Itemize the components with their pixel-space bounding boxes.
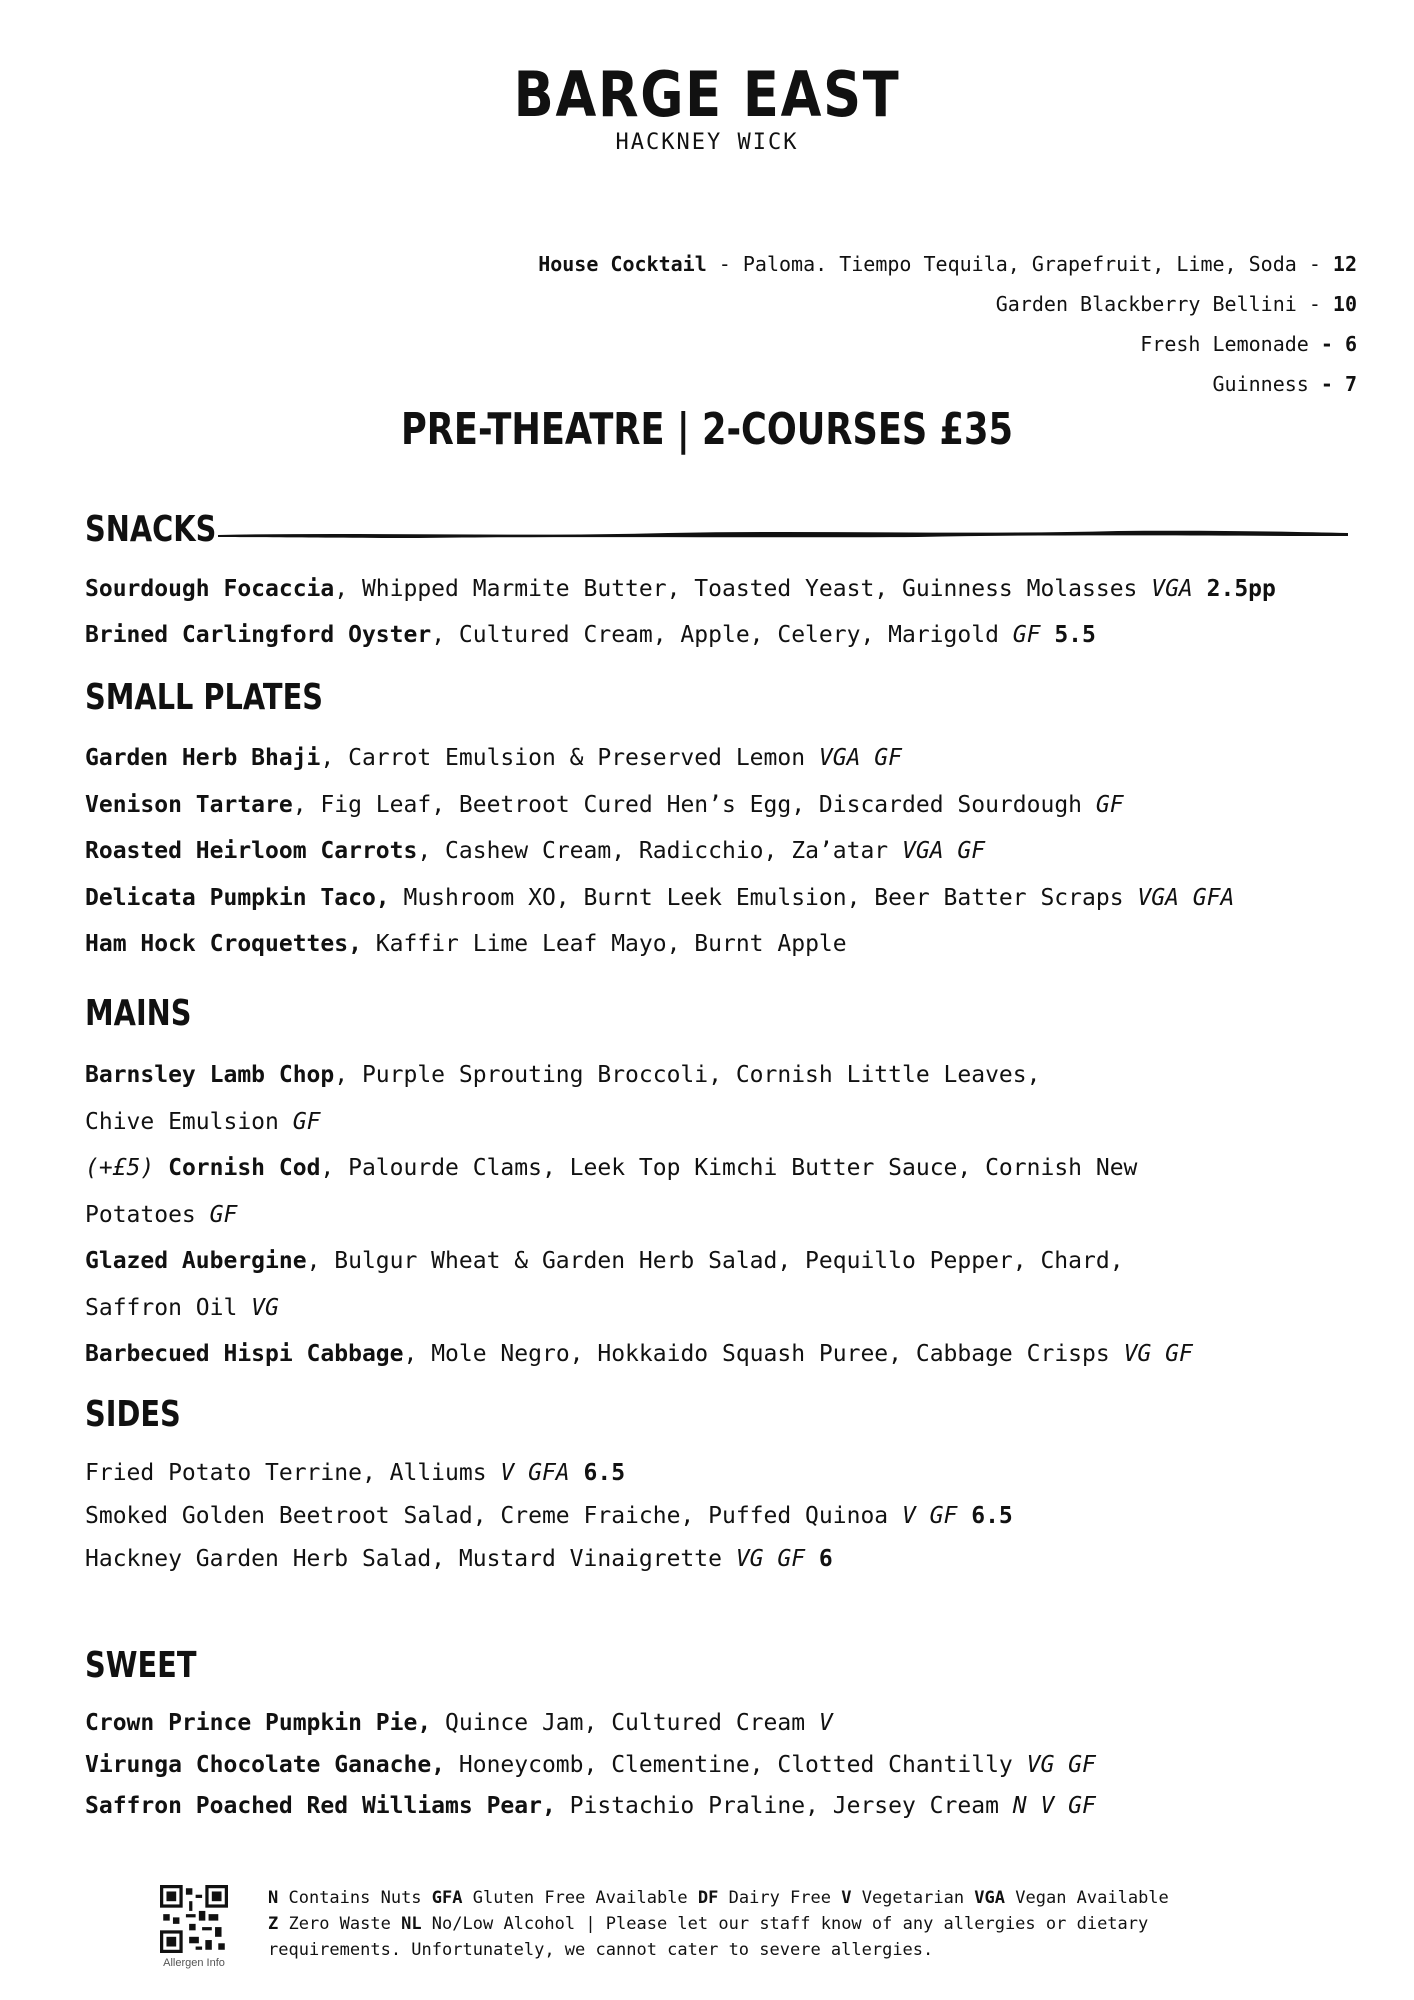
drink-item [538, 324, 1357, 364]
snacks-items [85, 566, 1276, 658]
legend-line [268, 1911, 1169, 1937]
list-item [85, 735, 1234, 782]
dish-desc: Kaffir Lime Leaf Mayo, Burnt Apple [361, 931, 847, 957]
dish-name: Brined Carlingford Oyster [85, 622, 432, 648]
section-sweet [85, 1645, 224, 1686]
legend-text: Dairy Free [718, 1888, 842, 1908]
drink-desc: Garden Blackberry Bellini - [995, 292, 1333, 316]
allergen-legend [268, 1885, 1169, 1963]
drinks-list [538, 244, 1357, 404]
small-plates-items [85, 735, 1234, 968]
list-item [85, 1703, 1096, 1745]
list-item [85, 566, 1276, 612]
legend-code: N [268, 1888, 279, 1908]
dish-name: Venison Tartare [85, 791, 293, 818]
list-item [85, 1145, 1193, 1192]
legend-code: Z [268, 1914, 279, 1934]
dish-desc: Quince Jam, Cultured Cream [431, 1710, 819, 1736]
qr-label: Allergen Info [163, 1957, 225, 1969]
drink-price: 12 [1332, 252, 1357, 276]
drink-item [538, 244, 1357, 284]
list-item [85, 1452, 1013, 1495]
dish-desc: , Whipped Marmite Butter, Toasted Yeast, Guinness Molasses [334, 576, 1152, 602]
sweet-items [85, 1703, 1096, 1828]
legend-code: V [841, 1888, 852, 1908]
dish-desc: , Mole Negro, Hokkaido Squash Puree, Cabbage Crisps [403, 1341, 1124, 1367]
list-item [85, 1495, 1013, 1538]
dish-name: Glazed Aubergine [85, 1248, 307, 1274]
section-small-plates [85, 677, 383, 718]
allergen-footer [160, 1885, 1320, 1985]
dish-desc: , Palourde Clams, Leek Top Kimchi Butter Sauce, Cornish New [320, 1155, 1138, 1181]
dish-desc: Pistachio Praline, Jersey Cream [555, 1793, 1013, 1819]
brush-divider [218, 526, 1348, 540]
legend-code: GFA [431, 1888, 463, 1908]
section-snacks [85, 509, 249, 550]
dish-desc: Honeycomb, Clementine, Clotted Chantilly [445, 1751, 1027, 1778]
dietary-tags: VG [251, 1294, 279, 1321]
legend-text: Zero Waste [278, 1914, 402, 1934]
dish-desc: Saffron Oil [85, 1294, 252, 1321]
dish-desc: Potatoes [85, 1201, 210, 1228]
dish-name: Garden Herb Bhaji [85, 745, 321, 771]
legend-text: No/Low Alcohol | Please let our staff know of any allergies or dietary [421, 1914, 1149, 1934]
restaurant-location: HACKNEY WICK [615, 130, 799, 155]
section-mains [85, 993, 218, 1034]
dietary-tags: V [818, 1710, 833, 1736]
dish-desc: Mushroom XO, Burnt Leek Emulsion, Beer Batter Scraps [389, 884, 1138, 911]
dish-desc: , Carrot Emulsion & Preserved Lemon [320, 745, 819, 771]
section-title: MAINS [85, 993, 192, 1034]
drink-desc: Fresh Lemonade [1140, 332, 1321, 356]
restaurant-header [0, 58, 1414, 155]
section-title: SWEET [85, 1645, 197, 1686]
dish-price: 6.5 [957, 1503, 1013, 1529]
list-item [85, 782, 1234, 829]
dietary-tags: N V GF [1012, 1793, 1096, 1819]
dish-name: Roasted Heirloom Carrots [85, 838, 418, 864]
legend-line [268, 1885, 1169, 1911]
dietary-tags: GF [292, 1108, 321, 1135]
dish-price: 2.5pp [1192, 576, 1276, 602]
section-title: SIDES [85, 1394, 181, 1435]
dietary-tags: VG GF [1026, 1751, 1096, 1778]
dietary-tags: VG GF [735, 1546, 806, 1572]
list-item [85, 1331, 1193, 1378]
dish-name: Saffron Poached Red Williams Pear, [85, 1793, 556, 1819]
section-sides [85, 1394, 205, 1435]
dish-desc: Hackney Garden Herb Salad, Mustard Vinaigrette [85, 1546, 736, 1572]
dish-name: Barbecued Hispi Cabbage [85, 1341, 404, 1367]
list-item [85, 1052, 1193, 1099]
dish-name: Sourdough Focaccia [85, 576, 335, 602]
legend-text: Contains Nuts [278, 1888, 432, 1908]
section-title: SNACKS [85, 509, 217, 550]
dish-name: Cornish Cod [168, 1155, 321, 1181]
dish-name: Virunga Chocolate Ganache, [85, 1751, 446, 1778]
dietary-tags: VGA GF [818, 745, 902, 771]
drink-desc: - Paloma. Tiempo Tequila, Grapefruit, Lime, Soda - [706, 252, 1333, 276]
dish-price: 5.5 [1040, 622, 1096, 648]
dietary-tags: VGA GFA [1137, 884, 1235, 911]
dietary-tags: V GFA [500, 1460, 570, 1486]
drink-name: House Cocktail [538, 252, 707, 276]
dish-name: Crown Prince Pumpkin Pie, [85, 1710, 432, 1736]
dish-name: Barnsley Lamb Chop [85, 1062, 335, 1088]
drink-price: 10 [1332, 292, 1357, 316]
legend-code: NL [401, 1914, 422, 1934]
dish-desc: , Cashew Cream, Radicchio, Za’atar [417, 838, 902, 864]
dietary-tags: GF [1095, 791, 1124, 818]
list-item [85, 1238, 1193, 1285]
dish-desc: , Purple Sprouting Broccoli, Cornish Little Leaves, [334, 1062, 1041, 1088]
legend-text: Vegan Available [1005, 1888, 1169, 1908]
legend-code: DF [697, 1888, 719, 1908]
list-item [85, 1745, 1096, 1787]
menu-headline: PRE-THEATRE | 2-COURSES £35 [401, 404, 1013, 455]
dietary-tags: VGA GF [902, 838, 986, 864]
list-item-continued [85, 1192, 1193, 1239]
dietary-tags: GF [209, 1201, 238, 1228]
dish-name: Delicata Pumpkin Taco, [85, 884, 390, 911]
dish-desc: Chive Emulsion [85, 1108, 293, 1135]
legend-line: requirements. Unfortunately, we cannot cater to severe allergies. [268, 1940, 934, 1960]
list-item [85, 612, 1276, 658]
sides-items [85, 1452, 1013, 1581]
legend-text: Gluten Free Available [462, 1888, 698, 1908]
drink-price: - 7 [1320, 372, 1357, 396]
legend-code: VGA [974, 1888, 1006, 1908]
dish-desc: Smoked Golden Beetroot Salad, Creme Fraiche, Puffed Quinoa [85, 1503, 902, 1529]
drink-price: - 6 [1320, 332, 1357, 356]
dish-name: Ham Hock Croquettes, [85, 931, 362, 957]
dish-desc: Fried Potato Terrine, Alliums [85, 1460, 501, 1486]
drink-item [538, 284, 1357, 324]
dietary-tags: VGA [1151, 576, 1193, 602]
dish-price: 6.5 [569, 1460, 626, 1486]
drink-item [538, 364, 1357, 404]
list-item [85, 828, 1234, 875]
list-item [85, 875, 1234, 922]
list-item [85, 921, 1234, 968]
drink-desc: Guinness [1212, 372, 1321, 396]
dietary-tags: GF [1012, 622, 1041, 648]
section-title: SMALL PLATES [85, 677, 323, 718]
dish-desc: , Cultured Cream, Apple, Celery, Marigold [431, 622, 1013, 648]
mains-items [85, 1052, 1193, 1378]
qr-code-icon[interactable] [160, 1885, 228, 1953]
dietary-tags: VG GF [1123, 1341, 1193, 1367]
list-item [85, 1538, 1013, 1581]
supplement-note: (+£5) [85, 1155, 169, 1181]
dietary-tags: V GF [901, 1503, 958, 1529]
dish-desc: , Fig Leaf, Beetroot Cured Hen’s Egg, Discarded Sourdough [292, 791, 1096, 818]
legend-text: Vegetarian [851, 1888, 975, 1908]
list-item [85, 1786, 1096, 1828]
restaurant-name: BARGE EAST [513, 58, 901, 131]
list-item-continued [85, 1099, 1193, 1146]
list-item-continued [85, 1285, 1193, 1332]
dish-desc: , Bulgur Wheat & Garden Herb Salad, Pequillo Pepper, Chard, [306, 1248, 1124, 1274]
dish-price: 6 [805, 1546, 833, 1572]
